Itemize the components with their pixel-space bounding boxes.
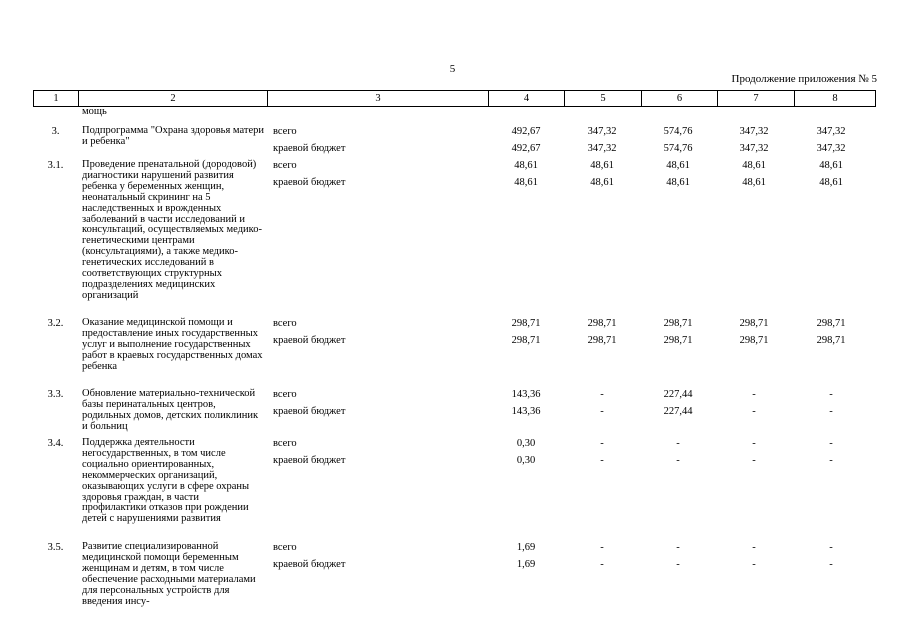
row-number: 3.2. [47,318,64,329]
source-label: всего [273,542,297,553]
value-cell: - [676,559,680,570]
value-cell: 298,71 [816,335,846,346]
table-header-row [33,90,876,107]
continuation-caption: Продолжение приложения № 5 [731,73,877,85]
value-cell: 48,61 [514,160,538,171]
header-col-1: 1 [33,90,79,107]
value-cell: - [676,438,680,449]
row-number: 3. [51,126,60,137]
value-cell: 227,44 [663,389,693,400]
value-cell: - [752,438,756,449]
value-cell: 347,32 [739,126,769,137]
source-label: всего [273,318,297,329]
source-label: всего [273,160,297,171]
value-cell: 574,76 [663,143,693,154]
value-cell: 347,32 [816,143,846,154]
value-cell: 143,36 [511,389,541,400]
value-cell: - [752,406,756,417]
value-cell: 347,32 [587,143,617,154]
value-cell: 48,61 [819,177,843,188]
value-cell: - [829,389,833,400]
source-label: краевой бюджет [273,177,346,188]
value-cell: 574,76 [663,126,693,137]
value-cell: 347,32 [739,143,769,154]
value-cell: 298,71 [816,318,846,329]
value-cell: 298,71 [739,335,769,346]
value-cell: - [752,389,756,400]
value-cell: - [752,559,756,570]
source-label: всего [273,438,297,449]
value-cell: 48,61 [666,160,690,171]
value-cell: 298,71 [587,318,617,329]
value-cell: 0,30 [516,438,536,449]
value-cell: - [829,406,833,417]
row-number: 3.5. [47,542,64,553]
row-name: Проведение пренатальной (дородовой) диагностики нарушений развития ребенка у беременных женщин, неонатальный скрининг на 5 наследственных и врожденных заболеваний в части исследований и консультаций, осуществляемых медико-генетическими центрами (консультациями), а также медико-генетических исследований в соответствующих структурных подразделениях медицинских организаций [82,159,262,301]
row-number: 3.3. [47,389,64,400]
value-cell: 48,61 [742,160,766,171]
value-cell: 298,71 [663,335,693,346]
value-cell: 1,69 [516,559,536,570]
value-cell: 48,61 [666,177,690,188]
row-number: 3.1. [47,160,64,171]
value-cell: - [829,542,833,553]
source-label: краевой бюджет [273,335,346,346]
header-col-2: 2 [79,90,268,107]
value-cell: 48,61 [742,177,766,188]
value-cell: - [752,455,756,466]
value-cell: 227,44 [663,406,693,417]
value-cell: 298,71 [663,318,693,329]
value-cell: - [600,542,604,553]
header-col-4: 4 [489,90,565,107]
row-name: Оказание медицинской помощи и предоставление иных государственных услуг и выполнение государственных работ в краевых государственных домах ребенка [82,317,263,372]
value-cell: - [829,455,833,466]
value-cell: - [752,542,756,553]
header-col-5: 5 [565,90,642,107]
value-cell: 0,30 [516,455,536,466]
header-col-8: 8 [795,90,876,107]
value-cell: - [600,559,604,570]
source-label: всего [273,126,297,137]
carryover-text: мощь [82,106,107,117]
value-cell: - [676,542,680,553]
value-cell: 48,61 [514,177,538,188]
value-cell: 298,71 [511,318,541,329]
source-label: всего [273,389,297,400]
source-label: краевой бюджет [273,406,346,417]
value-cell: - [829,438,833,449]
value-cell: - [600,406,604,417]
value-cell: - [829,559,833,570]
row-name: Развитие специализированной медицинской помощи беременным женщинам и детям, в том числе обеспечение расходными материалами для персональных устройств для введения инсу- [82,541,256,607]
value-cell: - [600,438,604,449]
source-label: краевой бюджет [273,455,346,466]
row-name: Поддержка деятельности негосударственных, в том числе социально ориентированных, некоммерческих организаций, оказывающих услуги в сфере охраны здоровья граждан, в части профилактики отказов при рождении детей с нарушениями развития [82,437,250,525]
value-cell: 492,67 [511,143,541,154]
value-cell: 48,61 [819,160,843,171]
value-cell: 298,71 [587,335,617,346]
source-label: краевой бюджет [273,559,346,570]
value-cell: 298,71 [511,335,541,346]
value-cell: - [600,389,604,400]
value-cell: 347,32 [816,126,846,137]
value-cell: 48,61 [590,177,614,188]
value-cell: 347,32 [587,126,617,137]
page-number: 5 [449,63,456,75]
row-name: Обновление материально-технической базы перинатальных центров, родильных домов, детских поликлиник и больниц [82,388,259,432]
value-cell: 298,71 [739,318,769,329]
source-label: краевой бюджет [273,143,346,154]
header-col-7: 7 [718,90,795,107]
value-cell: 48,61 [590,160,614,171]
header-col-6: 6 [642,90,718,107]
header-col-3: 3 [268,90,489,107]
row-number: 3.4. [47,438,64,449]
value-cell: 1,69 [516,542,536,553]
value-cell: - [600,455,604,466]
value-cell: - [676,455,680,466]
value-cell: 492,67 [511,126,541,137]
value-cell: 143,36 [511,406,541,417]
row-name: Подпрограмма "Охрана здоровья матери и ребенка" [82,125,264,147]
